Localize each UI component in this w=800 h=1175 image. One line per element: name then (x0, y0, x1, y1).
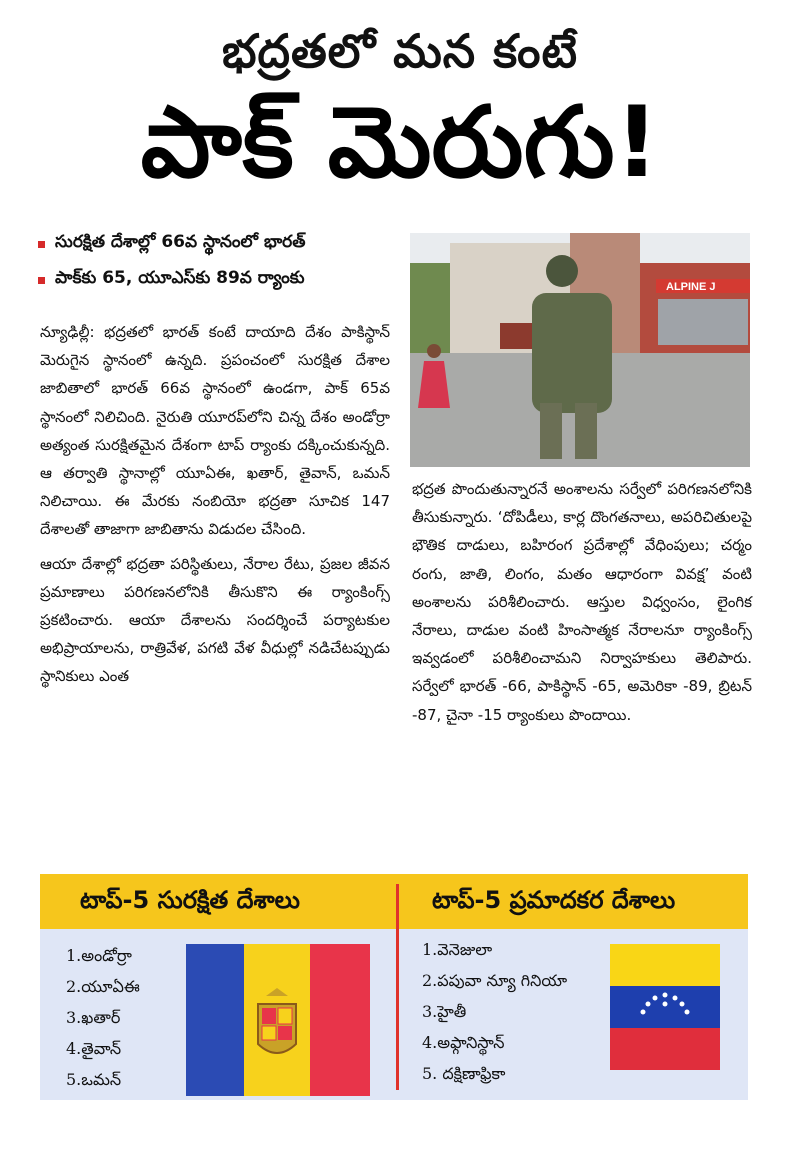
article-column-left (40, 318, 390, 697)
dangerous-countries-title: టాప్-5 ప్రమాదకర దేశాలు (432, 886, 676, 914)
list-item: 5.ఒమన్ (66, 1070, 122, 1089)
headline: పాక్ మెరుగు! (140, 86, 660, 200)
article-paragraph: ఆయా దేశాల్లో భద్రతా పరిస్థితులు, నేరాల రేటు, ప్రజల జీవన ప్రమాణాలు పరిగణనలోనికి తీసుకొని ఈ ర్యాంకింగ్స్ ప్రకటించారు. ఆయా దేశాలను సందర్శించే పర్యాటకుల అభిప్రాయాలను, రాత్రివేళ, పగటి వేళ వీధుల్లో నడిచేటప్పుడు స్థానికులు ఎంత (40, 554, 390, 686)
list-item: 4.తైవాన్ (66, 1039, 122, 1058)
list-item: 3.ఖతార్ (66, 1008, 121, 1027)
bullet-text: పాక్‌కు 65, యూఎస్‌కు 89వ ర్యాంకు (55, 268, 305, 288)
article-paragraph: భద్రత పొందుతున్నారనే అంశాలను సర్వేలో పరిగణనలోనికి తీసుకున్నారు. ‘దోపిడీలు, కార్ల దొంగతనాలు, అపరిచితులపై భౌతిక దాడులు, బహిరంగ ప్రదేశాల్లో వేధింపులు; చర్మం రంగు, జాతి, లింగం, మతం ఆధారంగా వివక్ష’ వంటి అంశాలను పరిశీలించారు. ఆస్తుల విధ్వంసం, లైంగిక నేరాలు, దాడుల వంటి హింసాత్మక నేరాలనూ ర్యాంకింగ్స్ ఇవ్వడంలో పరిశీలించామని నిర్వాహకులు తెలిపారు. సర్వేలో భారత్ -66, పాకిస్థాన్ -65, అమెరికా -89, బ్రిటన్ -87, చైనా -15 ర్యాంకులు పొందాయి. (412, 480, 752, 724)
news-photo (410, 233, 750, 467)
infobox-divider (396, 884, 399, 1090)
shop-sign-text: ALPINE J (666, 281, 716, 293)
bullet-item (38, 232, 408, 256)
bullet-marker-icon (38, 277, 45, 284)
safe-countries-title: టాప్-5 సురక్షిత దేశాలు (80, 886, 300, 914)
headline-kicker: భద్రతలో మన కంటే (222, 24, 578, 78)
list-item: 3.హైతీ (422, 1002, 467, 1021)
dangerous-countries-list (422, 934, 567, 1089)
article-paragraph: న్యూఢిల్లీ: భద్రతలో భారత్ కంటే దాయాది దేశం పాకిస్థాన్ మెరుగైన స్థానంలో ఉన్నది. ప్రపంచంలో సురక్షిత దేశాల జాబితాలో భారత్ 66వ స్థానంలో ఉండగా, పాక్ 65వ స్థానంలో నిలిచింది. నైరుతి యూరప్‌లోని చిన్న దేశం అండోర్రా అత్యంత సురక్షితమైన దేశంగా టాప్ ర్యాంకు దక్కించుకున్నది. ఆ తర్వాతి స్థానాల్లో యూఏఈ, ఖతార్, తైవాన్, ఒమన్ నిలిచాయి. ఈ మేరకు నంబియో భద్రతా సూచిక 147 దేశాలతో తాజాగా జాబితాను విడుదల చేసింది. (40, 323, 390, 539)
street-scene-image (410, 233, 750, 467)
bullet-text: సురక్షిత దేశాల్లో 66వ స్థానంలో భారత్ (55, 232, 306, 252)
venezuela-flag-icon (610, 944, 720, 1070)
highlight-bullets (38, 232, 408, 304)
list-item: 5. దక్షిణాఫ్రికా (422, 1064, 506, 1083)
bullet-item (38, 268, 408, 292)
list-item: 4.అఫ్గానిస్థాన్ (422, 1033, 505, 1052)
list-item: 2.పపువా న్యూ గినియా (422, 971, 568, 990)
rankings-infobox (40, 874, 748, 1100)
bullet-marker-icon (38, 241, 45, 248)
andorra-flag-icon (186, 944, 370, 1096)
article-column-right (412, 475, 752, 735)
list-item: 2.యూఏఈ (66, 977, 140, 996)
infobox-header-band (40, 874, 748, 929)
safe-countries-list (66, 940, 140, 1095)
list-item: 1.వెనెజులా (422, 940, 493, 959)
list-item: 1.అండోర్రా (66, 946, 132, 965)
